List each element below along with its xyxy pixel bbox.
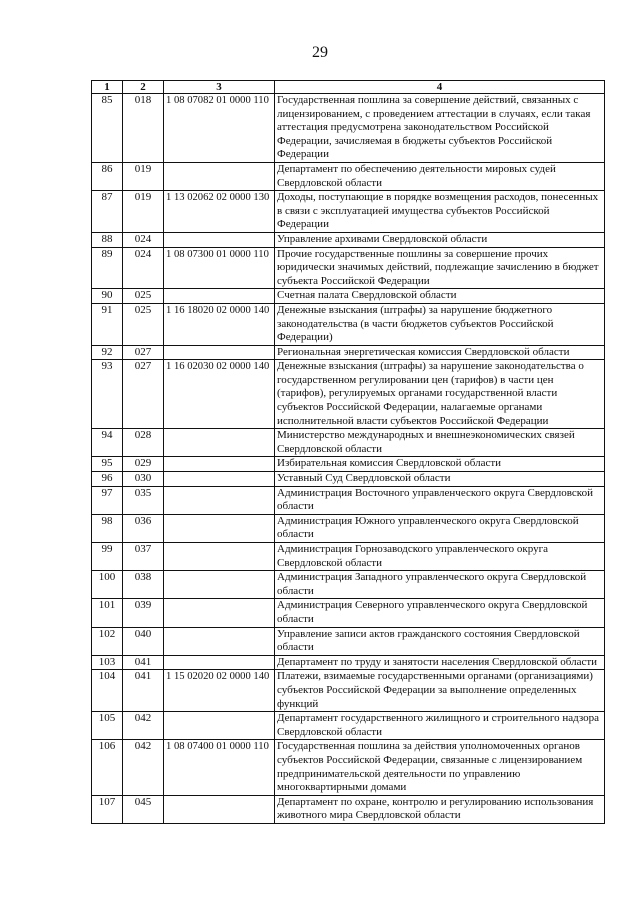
revenue-code: 1 08 07300 01 0000 110: [164, 247, 275, 289]
row-number: 100: [92, 571, 123, 599]
revenue-code: [164, 472, 275, 487]
administrator-code: 027: [123, 345, 164, 360]
row-description: Администрация Северного управленческого округа Свердловской области: [275, 599, 605, 627]
revenue-code: [164, 571, 275, 599]
table-row: [92, 670, 605, 712]
table-row: [92, 486, 605, 514]
row-description: Денежные взыскания (штрафы) за нарушение законодательства о государственном регулировании цен (тарифов) в части цен (тарифов), регулируемых органами государственной власти субъектов Российской Федерации, налагаемые органами исполнительной власти субъектов Российской Федерации: [275, 360, 605, 429]
table-header-row: [92, 81, 605, 94]
header-col-4: 4: [275, 81, 605, 94]
row-description: Прочие государственные пошлины за совершение прочих юридически значимых действий, подлежащие зачислению в бюджет субъекта Российской Федерации: [275, 247, 605, 289]
row-number: 87: [92, 191, 123, 233]
table-row: [92, 571, 605, 599]
revenue-code: [164, 486, 275, 514]
row-description: Управление записи актов гражданского состояния Свердловской области: [275, 627, 605, 655]
row-description: Избирательная комиссия Свердловской области: [275, 457, 605, 472]
table-row: [92, 740, 605, 795]
page-number: 29: [312, 44, 328, 61]
administrator-code: 028: [123, 429, 164, 457]
row-description: Департамент по охране, контролю и регулированию использования животного мира Свердловской области: [275, 795, 605, 823]
administrator-code: 042: [123, 712, 164, 740]
table-row: [92, 289, 605, 304]
revenue-code: 1 08 07082 01 0000 110: [164, 94, 275, 163]
row-description: Региональная энергетическая комиссия Свердловской области: [275, 345, 605, 360]
table-row: [92, 162, 605, 190]
revenue-code: [164, 232, 275, 247]
row-description: Счетная палата Свердловской области: [275, 289, 605, 304]
row-description: Департамент по труду и занятости населения Свердловской области: [275, 655, 605, 670]
row-number: 89: [92, 247, 123, 289]
header-col-2: 2: [123, 81, 164, 94]
administrator-code: 036: [123, 514, 164, 542]
revenue-code: [164, 514, 275, 542]
administrator-code: 019: [123, 162, 164, 190]
administrator-code: 024: [123, 247, 164, 289]
revenue-code: 1 08 07400 01 0000 110: [164, 740, 275, 795]
administrator-code: 024: [123, 232, 164, 247]
row-description: Доходы, поступающие в порядке возмещения расходов, понесенных в связи с эксплуатацией имущества субъектов Российской Федерации: [275, 191, 605, 233]
administrator-code: 045: [123, 795, 164, 823]
row-number: 97: [92, 486, 123, 514]
row-number: 107: [92, 795, 123, 823]
table-row: [92, 599, 605, 627]
revenue-code: [164, 712, 275, 740]
row-number: 96: [92, 472, 123, 487]
row-description: Министерство международных и внешнеэкономических связей Свердловской области: [275, 429, 605, 457]
revenue-code: [164, 345, 275, 360]
administrator-code: 035: [123, 486, 164, 514]
header-col-3: 3: [164, 81, 275, 94]
row-number: 94: [92, 429, 123, 457]
row-number: 85: [92, 94, 123, 163]
row-description: Администрация Западного управленческого округа Свердловской области: [275, 571, 605, 599]
row-number: 101: [92, 599, 123, 627]
revenue-code: 1 15 02020 02 0000 140: [164, 670, 275, 712]
row-description: Платежи, взимаемые государственными органами (организациями) субъектов Российской Федерации за выполнение определенных функций: [275, 670, 605, 712]
administrator-code: 041: [123, 655, 164, 670]
administrator-code: 018: [123, 94, 164, 163]
row-number: 91: [92, 303, 123, 345]
table-row: [92, 94, 605, 163]
row-description: Уставный Суд Свердловской области: [275, 472, 605, 487]
revenue-administrators-table: [91, 80, 605, 824]
table-row: [92, 345, 605, 360]
table-row: [92, 627, 605, 655]
administrator-code: 019: [123, 191, 164, 233]
administrator-code: 037: [123, 543, 164, 571]
revenue-code: [164, 627, 275, 655]
row-number: 98: [92, 514, 123, 542]
row-number: 95: [92, 457, 123, 472]
row-number: 104: [92, 670, 123, 712]
table-row: [92, 303, 605, 345]
table-row: [92, 232, 605, 247]
row-number: 86: [92, 162, 123, 190]
table-row: [92, 795, 605, 823]
row-number: 103: [92, 655, 123, 670]
row-number: 90: [92, 289, 123, 304]
administrator-code: 042: [123, 740, 164, 795]
table-body: [92, 94, 605, 824]
table-row: [92, 472, 605, 487]
table-row: [92, 429, 605, 457]
row-description: Государственная пошлина за действия уполномоченных органов субъектов Российской Федерации, связанные с лицензированием предпринимательской деятельности по управлению многоквартирными домами: [275, 740, 605, 795]
row-description: Администрация Горнозаводского управленческого округа Свердловской области: [275, 543, 605, 571]
row-description: Администрация Южного управленческого округа Свердловской области: [275, 514, 605, 542]
row-number: 99: [92, 543, 123, 571]
table-row: [92, 457, 605, 472]
table-row: [92, 543, 605, 571]
row-description: Денежные взыскания (штрафы) за нарушение бюджетного законодательства (в части бюджетов субъектов Российской Федерации): [275, 303, 605, 345]
row-number: 106: [92, 740, 123, 795]
row-description: Департамент по обеспечению деятельности мировых судей Свердловской области: [275, 162, 605, 190]
table-row: [92, 247, 605, 289]
row-description: Администрация Восточного управленческого округа Свердловской области: [275, 486, 605, 514]
row-number: 105: [92, 712, 123, 740]
row-number: 88: [92, 232, 123, 247]
administrator-code: 040: [123, 627, 164, 655]
row-number: 93: [92, 360, 123, 429]
administrator-code: 030: [123, 472, 164, 487]
revenue-code: [164, 289, 275, 304]
row-description: Государственная пошлина за совершение действий, связанных с лицензированием, с проведением аттестации в случаях, если такая аттестация предусмотрена законодательством Российской Федерации, зачисляемая в бюджеты субъектов Российской Федерации: [275, 94, 605, 163]
administrator-code: 038: [123, 571, 164, 599]
administrator-code: 041: [123, 670, 164, 712]
revenue-code: 1 16 18020 02 0000 140: [164, 303, 275, 345]
table-row: [92, 514, 605, 542]
revenue-code: 1 13 02062 02 0000 130: [164, 191, 275, 233]
row-number: 102: [92, 627, 123, 655]
row-description: Управление архивами Свердловской области: [275, 232, 605, 247]
table-row: [92, 360, 605, 429]
row-number: 92: [92, 345, 123, 360]
revenue-code: [164, 429, 275, 457]
revenue-code: [164, 162, 275, 190]
revenue-code: [164, 457, 275, 472]
row-description: Департамент государственного жилищного и строительного надзора Свердловской области: [275, 712, 605, 740]
revenue-code: [164, 655, 275, 670]
revenue-code: [164, 795, 275, 823]
revenue-code: [164, 599, 275, 627]
table-row: [92, 655, 605, 670]
revenue-code: [164, 543, 275, 571]
revenue-code: 1 16 02030 02 0000 140: [164, 360, 275, 429]
administrator-code: 025: [123, 289, 164, 304]
administrator-code: 029: [123, 457, 164, 472]
administrator-code: 027: [123, 360, 164, 429]
table-row: [92, 712, 605, 740]
table-row: [92, 191, 605, 233]
header-col-1: 1: [92, 81, 123, 94]
administrator-code: 025: [123, 303, 164, 345]
administrator-code: 039: [123, 599, 164, 627]
